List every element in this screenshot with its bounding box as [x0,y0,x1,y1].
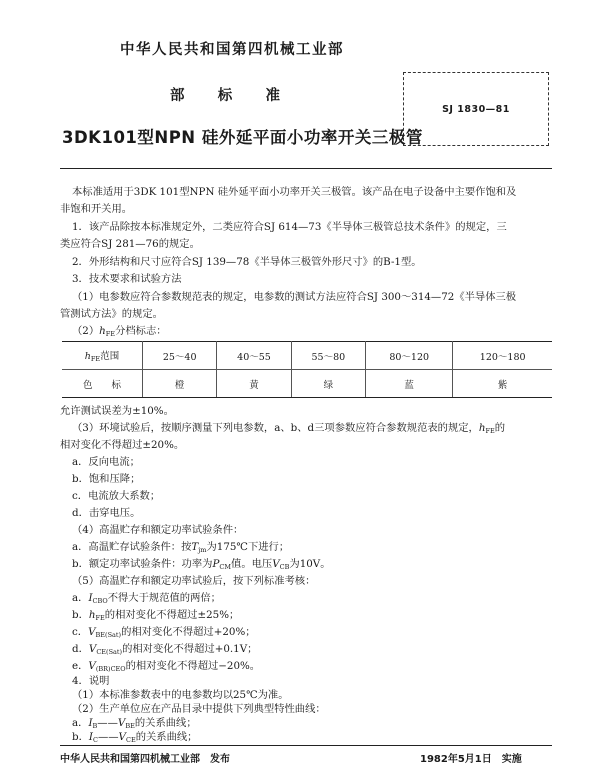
vce-sat-symbol: V [88,643,97,655]
clause-3-4-b-suffix: 为10V。 [289,558,331,570]
clause-3-5: （5）高温贮存和额定功率试验后，按下列标准考核： [72,575,316,587]
clause-3-2-prefix: （2） [72,325,100,337]
clause-3-5-e-text: 的相对变化不得超过−20%。 [125,660,261,672]
ic-subscript: C [92,736,98,744]
scope-paragraph: 本标准适用于3DK 101型NPN 硅外延平面小功率开关三极管。该产品在电子设备中主要作饱和及 [72,186,517,198]
clause-3-4-a [72,541,289,557]
relation-dash: —— [97,717,118,729]
document-title: 3DK101型NPN 硅外延平面小功率开关三极管 [62,128,423,147]
vcb-subscript: CB [279,563,290,571]
clause-3-4-b-mid: 值。电压 [231,558,273,570]
clause-3-5-e-prefix: e． [72,660,89,672]
color-cell-4: 蓝 [366,370,453,398]
hfe-subscript: FE [95,614,105,622]
table-row-colors [62,370,552,398]
clause-3-5-c-text: 的相对变化不得超过+20%； [121,626,256,638]
hfe-grade-table [62,341,552,398]
clause-3-4-b [72,558,331,574]
header-divider [60,168,552,169]
pcm-subscript: CM [219,563,232,571]
vbr-ceo-symbol: V [88,660,96,672]
standard-number: SJ 1830—81 [442,103,510,115]
range-cell-4: 80～120 [366,342,453,370]
ic-symbol: I [88,731,93,743]
clause-4-2-b-prefix: b． [72,731,89,743]
icbo-subscript: CBO [92,597,108,605]
pcm-symbol: P [212,558,220,570]
clause-3-2-suffix: 分档标志： [115,325,167,337]
relation-dash: —— [97,731,119,743]
clause-3-5-b-text: 的相对变化不得超过±25%； [104,609,240,621]
ib-symbol: I [88,717,93,729]
hfe-subscript: FE [105,330,116,338]
hfe-symbol: h [478,422,486,434]
clause-3-4-a-suffix: 为175℃下进行； [206,541,290,553]
clause-2: 2．外形结构和尺寸应符合SJ 139—78《半导体三极管外形尺寸》的B-1型。 [72,256,422,268]
standard-number-box [403,72,549,146]
range-cell-3: 55～80 [291,342,365,370]
vbr-ceo-subscript: (BR)CEO [95,665,126,673]
clause-4: 4．说明 [72,675,110,687]
clause-3-1: （1）电参数应符合参数规范表的规定，电参数的测试方法应符合SJ 300～314—72《半导体三极 [72,291,517,303]
icbo-symbol: I [88,592,93,604]
range-cell-5: 120～180 [453,342,552,370]
clause-4-2: （2）生产单位应在产品目录中提供下列典型特性曲线： [72,703,326,715]
vbe-sat-symbol: V [88,626,96,638]
clause-3-3-suffix: 的 [494,422,506,434]
clause-3-3 [72,422,505,438]
color-cell-3: 绿 [291,370,365,398]
std-label-char-3: 准 [265,88,280,104]
color-cell-5: 紫 [453,370,552,398]
clause-1: 1．该产品除按本标准规定外，二类应符合SJ 614—73《半导体三极管总技术条件》的规定，三 [72,221,507,233]
clause-3-5-b [72,609,239,625]
clause-3-5-a-prefix: a． [72,592,89,604]
clause-3-5-b-prefix: b． [72,609,89,621]
color-header-cell: 色 标 [62,370,143,398]
clause-3-3-cont: 相对变化不得超过±20%。 [60,439,185,451]
issuing-ministry: 中华人民共和国第四机械工业部 [120,42,344,58]
range-cell-1: 25～40 [143,342,217,370]
standard-category-label [170,84,280,105]
clause-4-2-a-text: 的关系曲线； [134,717,197,729]
range-header-text: 范围 [100,351,120,362]
clause-3-5-c [72,626,256,642]
range-cell-2: 40～55 [217,342,291,370]
std-label-char-1: 部 [170,88,185,104]
clause-3-4-a-text: a．高温贮存试验条件：按 [72,541,192,553]
clause-4-2-b [72,731,197,747]
clause-3-1-cont: 管测试方法》的规定。 [60,308,163,320]
clause-3-5-d-prefix: d． [72,643,89,655]
tjm-subscript: jm [198,546,207,554]
vbe-subscript: BE [125,722,135,730]
vce-symbol: V [118,731,126,743]
clause-3-5-d-text: 的相对变化不得超过+0.1V； [122,643,258,655]
clause-4-2-b-text: 的关系曲线； [135,731,198,743]
clause-4-1: （1）本标准参数表中的电参数均以25℃为准。 [72,689,289,701]
clause-3-2 [72,325,167,341]
list-item-a: a．反向电流； [72,456,140,468]
clause-3-3-text: （3）环境试验后，按顺序测量下列电参数，a、b、d三项参数应符合参数规范表的规定， [72,422,479,434]
hfe-symbol: h [84,351,91,362]
clause-3: 3．技术要求和试验方法 [72,273,182,285]
range-header-cell [62,342,143,370]
clause-3-5-a [72,592,221,608]
list-item-b: b．饱和压降； [72,473,141,485]
tolerance-note: 允许测试误差为±10%。 [60,405,174,417]
ib-subscript: B [92,722,98,730]
list-item-d: d．击穿电压。 [72,507,141,519]
color-cell-2: 黄 [217,370,291,398]
clause-3-5-a-text: 不得大于规范值的两倍； [107,592,221,604]
footer-issuer: 中华人民共和国第四机械工业部 发布 [60,754,230,765]
clause-3-5-e [72,660,260,676]
color-cell-1: 橙 [143,370,217,398]
clause-1-cont: 类应符合SJ 281—76的规定。 [60,238,200,250]
vcb-symbol: V [272,558,280,570]
clause-3-5-c-prefix: c． [72,626,89,638]
vce-subscript: CE [125,736,136,744]
footer-date: 1982年5月1日 实施 [420,754,522,765]
hfe-symbol: h [99,325,106,337]
clause-4-2-a-prefix: a． [72,717,89,729]
tjm-symbol: T [191,541,199,553]
vce-sat-subscript: CE(Sat) [96,648,123,656]
list-item-c: c．电流放大系数； [72,490,161,502]
std-label-char-2: 标 [217,88,233,104]
hfe-symbol: h [88,609,96,621]
table-row-ranges [62,342,552,370]
scope-paragraph-cont: 非饱和开关用。 [60,203,133,215]
clause-3-4-b-text: b．额定功率试验条件：功率为 [72,558,213,570]
vbe-sat-subscript: BE(Sat) [95,631,122,639]
clause-3-4: （4）高温贮存和额定功率试验条件： [72,524,244,536]
hfe-subscript: FE [90,355,101,363]
vbe-symbol: V [117,717,126,729]
hfe-subscript: FE [485,427,495,435]
clause-3-5-d [72,643,257,659]
